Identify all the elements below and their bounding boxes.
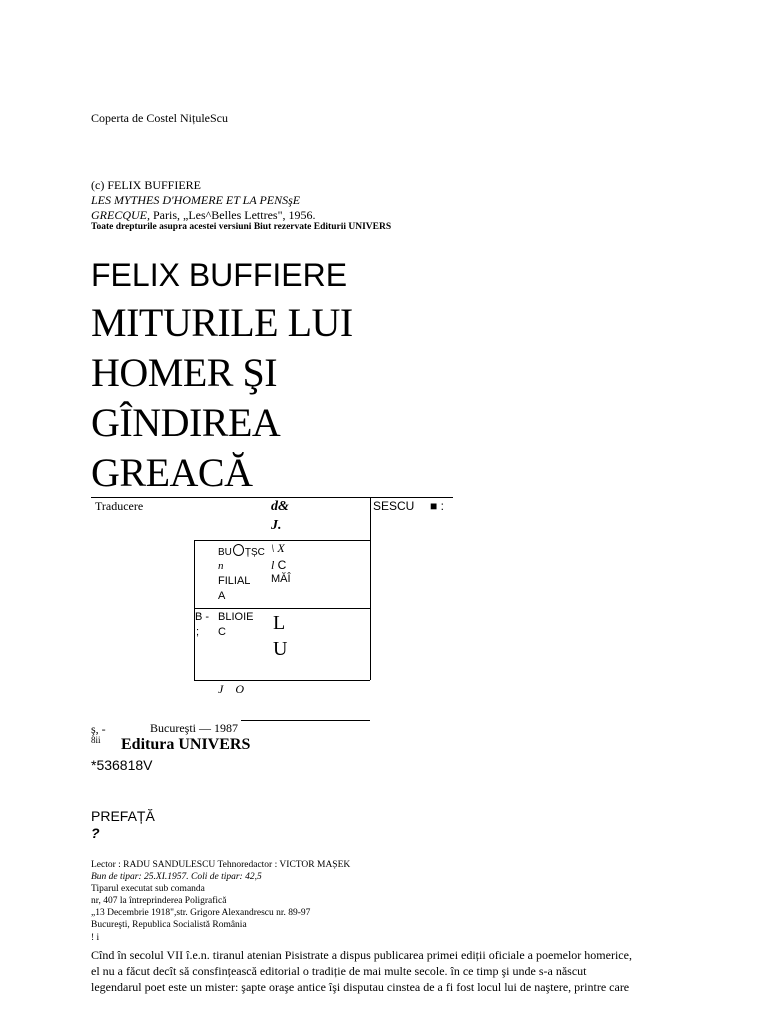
imprint-nr: nr, 407 la întreprinderea Poligrafică (91, 896, 227, 906)
stamp-cell-1b: J. (271, 518, 282, 533)
stamp-bu-text: BU (218, 547, 232, 558)
stamp-top-rule (91, 497, 453, 498)
stamp-n: n (218, 560, 224, 572)
stamp-traducere: Traducere (95, 499, 144, 513)
original-title-end: GRECQUE, (91, 208, 150, 222)
imprint-city: Bucureşti, Republica Socialistă România (91, 920, 247, 930)
stamp-l: L (273, 612, 286, 634)
original-title-line: LES MYTHES D'HOMERE ET LA PENSşE (91, 193, 301, 207)
imprint-bun: Bun de tipar: 25.XI.1957. Coli de tipar: 42,5 (91, 872, 262, 882)
stamp-lc-l: l (271, 558, 275, 572)
margin-marks-1: ş, - (91, 722, 106, 736)
circle-icon (233, 544, 244, 556)
catalog-code: *536818V (91, 757, 153, 773)
stamp-right-border (370, 497, 371, 609)
question-mark: ? (91, 825, 100, 841)
book-title-line-2: HOMER ŞI (91, 350, 278, 395)
imprint-lector: Lector : RADU SANDULESCU Tehnoredactor : VICTOR MAȘEK (91, 860, 351, 870)
stamp-rule-2 (194, 608, 370, 609)
original-publication-line (91, 208, 316, 223)
margin-marks-2: 8ii (91, 735, 101, 745)
cover-credit: Coperta de Costel NițuleScu (91, 111, 228, 125)
stamp-c: C (218, 626, 226, 638)
stamp-cell-1a: d& (271, 499, 289, 514)
stamp-b: B - (195, 611, 210, 623)
stamp-lc (271, 558, 286, 573)
paragraph-line-1: Cînd în secolul VII î.e.n. tiranul atenian Pisistrate a dispus publicarea primei ediții oficiale a poemelor homerice, (91, 948, 632, 962)
stamp-lower-rule (241, 720, 370, 721)
stamp-u: U (273, 638, 288, 660)
stamp-jo-o: O (235, 682, 244, 696)
stamp-lc-c: C (274, 558, 287, 572)
copyright-line: (c) FELIX BUFFIERE (91, 178, 201, 192)
stamp-bu (218, 544, 265, 558)
stamp-jo (218, 682, 244, 697)
stamp-mai: MĂÎ (271, 573, 291, 585)
stamp-ix: \ X (271, 541, 285, 555)
original-publisher: Paris, „Les^Belles Lettres", 1956. (150, 208, 316, 222)
book-title-line-3: GÎNDIREA (91, 400, 281, 445)
stamp-blioie: BLIOIE (218, 611, 254, 623)
author-name: FELIX BUFFIERE (91, 257, 348, 293)
stamp-a: A (218, 590, 226, 602)
imprint-tiparul: Tiparul executat sub comanda (91, 884, 205, 894)
paragraph-line-3: legendarul poet este un mister: şapte oraşe antice îşi disputau cinstea de a fi fost locul lui de naştere, printre care (91, 980, 630, 994)
stamp-sescu: SESCU (373, 499, 415, 513)
book-title-line-4: GREACĂ (91, 450, 253, 495)
place-year: Bucureşti — 1987 (150, 721, 238, 735)
rights-notice: Toate drepturile asupra acestei versiuni Biut rezervate Editurii UNIVERS (91, 222, 392, 232)
stamp-jo-j: J (218, 682, 224, 696)
stamp-bottom-rule (194, 680, 370, 681)
imprint-marks: ! i (91, 933, 100, 943)
publisher-name: Editura UNIVERS (121, 736, 251, 753)
stamp-filial: FILIAL (218, 575, 251, 587)
stamp-square: ■ : (430, 499, 444, 513)
prefata-heading: PREFAȚĂ (91, 808, 155, 824)
paragraph-line-2: el nu a făcut decît să consfințească editorial o tradiție de mai multe secole. în ce timp şi unde s-a născut (91, 964, 587, 978)
stamp-right-border-lower (370, 608, 371, 680)
imprint-address: „13 Decembrie 1918",str. Grigore Alexandrescu nr. 89-97 (91, 908, 311, 918)
stamp-otsc-text: ȚȘC (244, 547, 265, 558)
book-title-line-1: MITURILE LUI (91, 300, 353, 345)
stamp-semicolon: ; (196, 626, 200, 638)
